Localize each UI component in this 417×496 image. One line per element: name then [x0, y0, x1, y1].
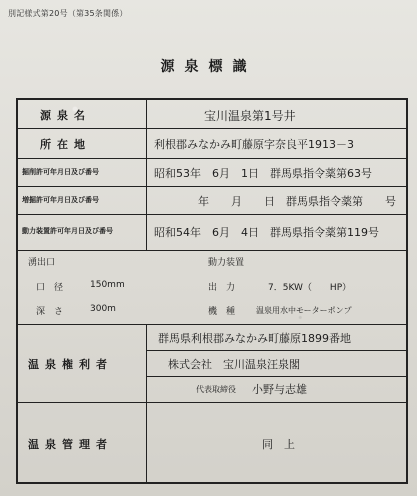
power-permit-value: 昭和54年 6月 4日 群馬県指令薬第119号: [154, 226, 379, 239]
sign-table: [16, 98, 408, 484]
source-name-label: 源泉名: [40, 109, 91, 122]
manager-value: 同 上: [262, 438, 295, 451]
location-value: 利根郡みなかみ町藤原字奈良平1913－3: [154, 138, 354, 151]
representative-title: 代表取締役: [196, 385, 236, 394]
model-label: 機 種: [208, 307, 236, 317]
rights-holder-label: 温泉権利者: [28, 358, 113, 371]
drill-permit-label: 掘削許可年月日及び番号: [22, 168, 99, 176]
representative-name: 小野与志雄: [252, 383, 307, 396]
expand-permit-value: 年 月 日 群馬県指令薬第 号: [198, 195, 396, 208]
form-note: 別記様式第20号（第35条関係）: [8, 9, 128, 18]
diameter-value: 150mm: [90, 280, 125, 290]
location-label: 所在地: [40, 138, 91, 151]
drill-permit-value: 昭和53年 6月 1日 群馬県指令薬第63号: [154, 167, 372, 180]
manager-label: 温泉管理者: [28, 438, 113, 451]
output-label: 出 力: [208, 283, 236, 293]
expand-permit-label: 増掘許可年月日及び番号: [22, 196, 99, 204]
rights-holder-address: 群馬県利根郡みなかみ町藤原1899番地: [158, 332, 351, 345]
power-permit-label: 動力装置許可年月日及び番号: [22, 227, 113, 235]
source-name-value: 宝川温泉第1号井: [204, 109, 296, 123]
diameter-label: 口 径: [36, 283, 64, 293]
depth-value: 300m: [90, 304, 116, 314]
model-value: 温泉用水中モーターポンプ: [256, 306, 352, 315]
output-value: 7．5KW（ HP）: [268, 283, 352, 293]
depth-label: 深 さ: [36, 307, 64, 317]
wellhead-title: 湧出口: [28, 258, 56, 268]
power-unit-title: 動力装置: [208, 258, 245, 268]
page-title: 源泉標識: [160, 59, 257, 75]
rights-holder-company: 株式会社 宝川温泉汪泉閣: [168, 358, 300, 371]
